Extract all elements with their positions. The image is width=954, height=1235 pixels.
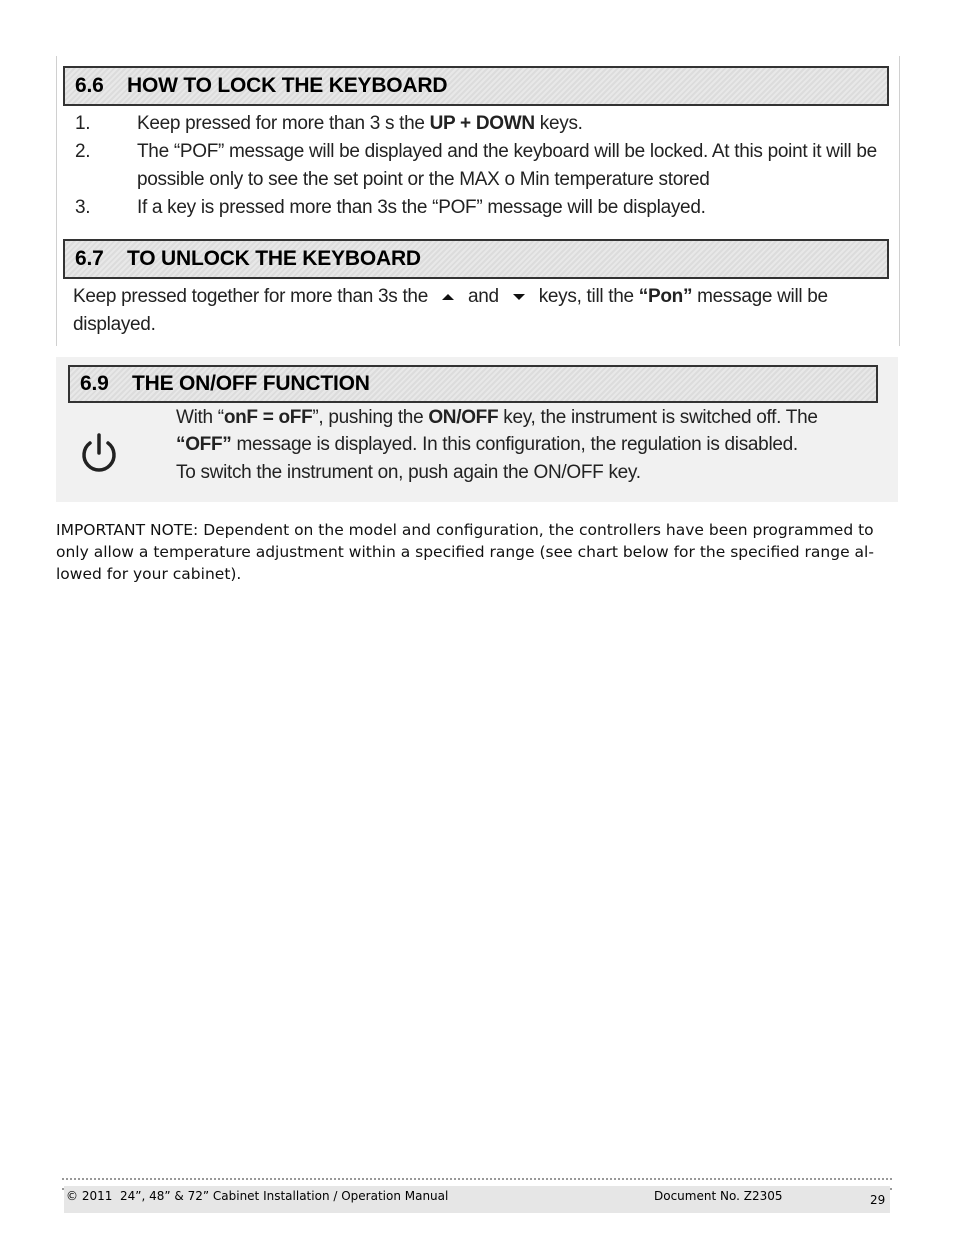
lock-unlock-panel bbox=[56, 56, 900, 346]
step-text: If a key is pressed more than 3s the “POF” message will be displayed. bbox=[137, 197, 706, 218]
text: To switch the instrument on, push again the ON/OFF key. bbox=[176, 462, 641, 483]
text: ”, pushing the bbox=[312, 407, 429, 428]
on-off-line-2 bbox=[176, 431, 886, 459]
on-off-line-3 bbox=[176, 459, 886, 487]
on-off-line-1 bbox=[176, 404, 886, 432]
step-text-pre: Keep pressed for more than 3 s the bbox=[137, 113, 430, 134]
section-title: TO UNLOCK THE KEYBOARD bbox=[127, 247, 421, 270]
text: message is displayed. In this configuration, the regulation is disabled. bbox=[231, 434, 798, 455]
section-6-6-heading bbox=[63, 66, 889, 106]
on-off-panel bbox=[56, 357, 898, 502]
unlock-text-and: and bbox=[467, 286, 499, 307]
section-6-9-heading bbox=[68, 365, 878, 403]
step-number: 3. bbox=[75, 197, 91, 218]
section-title: THE ON/OFF FUNCTION bbox=[132, 372, 370, 395]
unlock-text-1: Keep pressed together for more than 3s the bbox=[73, 286, 428, 307]
footer-document-number: Document No. Z2305 bbox=[654, 1189, 783, 1203]
section-number: 6.7 bbox=[75, 247, 104, 270]
step-text-post: keys. bbox=[534, 113, 583, 134]
pon-message: “Pon” bbox=[638, 286, 693, 307]
power-icon bbox=[78, 431, 120, 475]
lock-step-3 bbox=[75, 194, 895, 222]
lock-step-2 bbox=[75, 138, 895, 194]
unlock-instructions bbox=[73, 283, 883, 339]
text: key, the instrument is switched off. The bbox=[498, 407, 818, 428]
unlock-text-3: message will be displayed. bbox=[73, 286, 828, 335]
footer-copyright: © 2011 bbox=[66, 1189, 113, 1203]
section-number: 6.6 bbox=[75, 74, 104, 97]
on-off-key: ON/OFF bbox=[428, 407, 499, 428]
step-text: The “POF” message will be displayed and the keyboard will be locked. At this point it will be possible only to see the set point or the MAX o Min temperature stored bbox=[137, 141, 877, 190]
section-title: HOW TO LOCK THE KEYBOARD bbox=[127, 74, 448, 97]
section-number: 6.9 bbox=[80, 372, 109, 395]
important-note: IMPORTANT NOTE: Dependent on the model and configuration, the controllers have been programmed to only allow a temperature adjustment within a specified range (see chart below for the specified range al- lowed for your cabinet). bbox=[56, 521, 874, 583]
unlock-text-2: keys, till the bbox=[538, 286, 634, 307]
off-message: “OFF” bbox=[176, 434, 232, 455]
step-keys: UP + DOWN bbox=[429, 113, 535, 134]
page-footer bbox=[64, 1186, 890, 1213]
section-6-7-heading bbox=[63, 239, 889, 279]
page-number: 29 bbox=[870, 1193, 886, 1207]
step-number: 1. bbox=[75, 113, 91, 134]
up-arrow-icon bbox=[441, 292, 455, 302]
step-number: 2. bbox=[75, 141, 91, 162]
onf-setting: onF = oFF bbox=[223, 407, 313, 428]
text: With “ bbox=[176, 407, 224, 428]
footer-manual-title: 24”, 48” & 72” Cabinet Installation / Operation Manual bbox=[120, 1189, 449, 1203]
step-text bbox=[137, 110, 907, 138]
down-arrow-icon bbox=[512, 292, 526, 302]
lock-step-1 bbox=[75, 110, 895, 138]
